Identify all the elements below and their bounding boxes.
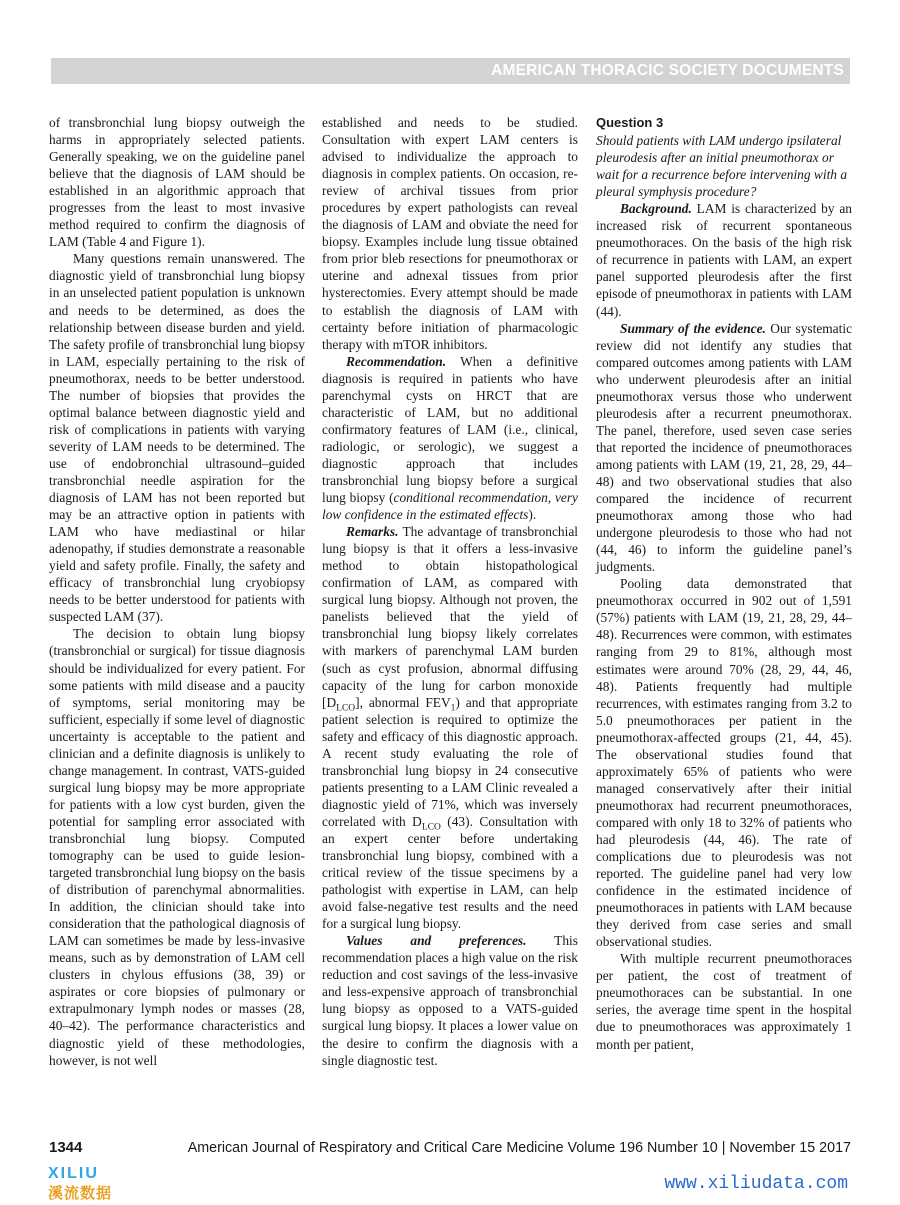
background-heading: Background. bbox=[620, 201, 692, 217]
paragraph: With multiple recurrent pneumothoraces per patient, the cost of treatment of pneumothoraces can be substantial. In one series, the average time spent in the hospital due to pneumothoraces was approximately 1 month per patient, bbox=[596, 951, 852, 1052]
question-text: Should patients with LAM undergo ipsilateral pleurodesis after an initial pneumothorax or wait for a recurrence before intervening with a pleural symphysis procedure? bbox=[596, 133, 848, 200]
values-text: This recommendation places a high value on the risk reduction and cost savings of the less-invasive and less-expensive approach of transbronchial lung biopsy as opposed to a VATS-guided surgical lung biopsy. It places a lower value on the desire to confirm the diagnosis with a single diagnostic test. bbox=[322, 933, 578, 1068]
recommendation-text: When a definitive diagnosis is required in patients who have parenchymal cysts on HRCT that are characteristic of LAM, but no additional confirmatory features of LAM (i.e., clinical, radiologic, or serologic), we suggest a diagnostic approach that includes transbronchial lung biopsy before a surgical lung biopsy ( bbox=[322, 353, 578, 506]
paragraph: established and needs to be studied. Consultation with expert LAM centers is advised to individualize the approach to diagnosis in complex patients. On occasion, re-review of archival tissues from prior procedures by expert pathologists can reveal the diagnosis of LAM and obviate the need for biopsy. Examples include lung tissue obtained from prior bleb resections for pneumothorax or uterine and adnexal tissues from prior hysterectomies. Every attempt should be made to establish the diagnosis of LAM with certainty before initiation of pharmacologic therapy with mTOR inhibitors. bbox=[322, 115, 578, 352]
background-paragraph bbox=[596, 200, 852, 319]
logo-chinese-text: 溪流数据 bbox=[48, 1184, 113, 1201]
recommendation-paragraph bbox=[322, 353, 578, 523]
recommendation-heading: Recommendation. bbox=[346, 353, 447, 369]
watermark-url[interactable]: www.xiliudata.com bbox=[664, 1174, 848, 1194]
values-paragraph bbox=[322, 932, 578, 1068]
paragraph: The decision to obtain lung biopsy (transbronchial or surgical) for tissue diagnosis should be individualized for every patient. For some patients with mild disease and a paucity of symptoms, serial monitoring may be sufficient, especially if some level of diagnostic uncertainty is acceptable to the patient and clinician and a definite diagnosis is unlikely to change management. In contrast, VATS-guided surgical lung biopsy may be more appropriate for patients with a low cyst burden, given the potential for sampling error associated with transbronchial lung biopsy. Computed tomography can be used to guide lesion-targeted transbronchial lung biopsy on the basis of distribution of parenchymal abnormalities. In addition, the clinician should take into consideration that the pathological diagnosis of LAM can sometimes be made by less-invasive means, such as by demonstration of LAM cell clusters in chylous effusions (38, 39) or aspirates or core biopsies of pulmonary or extrapulmonary lymph nodes or masses (28, 40–42). The performance characteristics and diagnostic yield of these methodologies, however, is not well bbox=[49, 626, 305, 1068]
logo-latin-text: XILIU bbox=[48, 1165, 99, 1182]
page-footer bbox=[49, 1139, 851, 1159]
watermark-logo bbox=[48, 1163, 134, 1201]
text-column-2 bbox=[322, 114, 578, 1069]
subscript: LCO bbox=[336, 703, 356, 714]
evidence-text: Our systematic review did not identify any studies that compared outcomes among patients with LAM who underwent pleurodesis after an initial pneumothorax versus those who underwent pleurodesis after a recurrent pneumothorax. The panel, therefore, used seven case series that reported the incidence of pneumothoraces among patients with LAM (19, 21, 28, 29, 44–48) and two observational studies that also compared the incidence of recurrent pneumothorax among those who had undergone pleurodesis to those who had not (44, 46) to inform the guideline panel’s judgments. bbox=[596, 320, 853, 575]
evidence-heading: Summary of the evidence. bbox=[620, 320, 766, 336]
page-number: 1344 bbox=[49, 1139, 83, 1156]
remarks-text: ) and that appropriate patient selection is required to optimize the safety and efficacy of this diagnostic approach. A recent study evaluating the role of transbronchial lung biopsy in 24 consecutive patients presenting to a LAM Clinic revealed a diagnostic yield of 71%, which was inversely correlated with D bbox=[322, 694, 578, 829]
remarks-paragraph bbox=[322, 523, 578, 932]
evidence-paragraph bbox=[596, 320, 852, 576]
question-heading: Question 3 bbox=[596, 115, 664, 130]
recommendation-strength: conditional recommendation, very low confidence in the estimated effects bbox=[322, 490, 578, 523]
remarks-heading: Remarks. bbox=[346, 524, 399, 540]
subscript: LCO bbox=[421, 822, 441, 833]
values-heading: Values and preferences. bbox=[346, 933, 527, 949]
subscript: 1 bbox=[450, 703, 456, 714]
journal-citation: American Journal of Respiratory and Critical Care Medicine Volume 196 Number 10 | November 15 2017 bbox=[187, 1140, 851, 1156]
banner-title: AMERICAN THORACIC SOCIETY DOCUMENTS bbox=[491, 62, 844, 79]
paragraph: Pooling data demonstrated that pneumothorax occurred in 902 out of 1,591 (57%) patients with LAM (19, 21, 28, 29, 44–48). Recurrences were common, with estimates ranging from 29 to 81%, although most estimates were around 70% (28, 29, 44, 46, 48). Patients frequently had multiple recurrences, with estimates ranging from 3.2 to 5.0 pneumothoraces per patient in the pneumothorax-affected groups (21, 44, 45). The observational studies found that approximately 65% of patients who were managed conservatively after their initial pneumothorax had recurrent pneumothoraces, compared with only 18 to 32% of patients who had pleurodesis (44, 46). The rate of complications due to pleurodesis was not reported. The guideline panel had very low confidence in the estimated incidence of pneumothoraces in patients with LAM because they derived from case series and small observational studies. bbox=[596, 576, 852, 950]
paragraph: of transbronchial lung biopsy outweigh the harms in appropriately selected patients. Generally speaking, we on the guideline panel believe that the diagnosis of LAM should be established in an algorithmic approach that progresses from the least to most invasive method required to confirm the diagnosis of LAM (Table 4 and Figure 1). bbox=[49, 115, 305, 250]
remarks-text: (43). Consultation with an expert center before undertaking transbronchial lung biopsy, combined with a critical review of the tissue specimens by a pathologist with expertise in LAM, can help avoid false-negative test results and the need for a surgical lung biopsy. bbox=[322, 813, 578, 932]
text-column-1 bbox=[49, 114, 305, 1069]
paragraph: Many questions remain unanswered. The diagnostic yield of transbronchial lung biopsy in an unselected patient population is unknown and needs to be determined, as does the relationship between disease burden and yield. The safety profile of transbronchial lung biopsy in LAM, especially pertaining to the risk of pneumothorax, needs to be better understood. The number of biopsies that provides the optimal balance between diagnostic yield and risk of complications in patients with varying severity of LAM needs to be determined. The use of endobronchial ultrasound–guided transbronchial needle aspiration for the diagnosis of LAM has not been reported but may be an attractive option in patients with LAM who have mediastinal or hilar adenopathy, if studies demonstrate a reasonable yield and safety profile. Finally, the safety and efficacy of transbronchial lung cryobiopsy needs to be better understood for patients with suspected LAM (37). bbox=[49, 251, 305, 625]
background-text: LAM is characterized by an increased risk of recurrent spontaneous pneumothoraces. On the basis of the high risk of recurrence in patients with LAM, an expert panel supported pleurodesis after the first episode of pneumothorax in patients with LAM (44). bbox=[596, 201, 852, 319]
text-column-3 bbox=[596, 114, 852, 1053]
section-banner bbox=[51, 58, 850, 84]
remarks-text: The advantage of transbronchial lung biopsy is that it offers a less-invasive method to obtain histopathological confirmation of LAM, as compared with surgical lung biopsy. Although not proven, the panelists believed that the yield of transbronchial lung biopsy likely correlates with markers of parenchymal LAM burden (such as cyst profusion, abnormal diffusing capacity of the lung for carbon monoxide [D bbox=[322, 524, 578, 710]
remarks-text: ], abnormal FEV bbox=[355, 694, 451, 710]
recommendation-end: ). bbox=[528, 507, 537, 523]
